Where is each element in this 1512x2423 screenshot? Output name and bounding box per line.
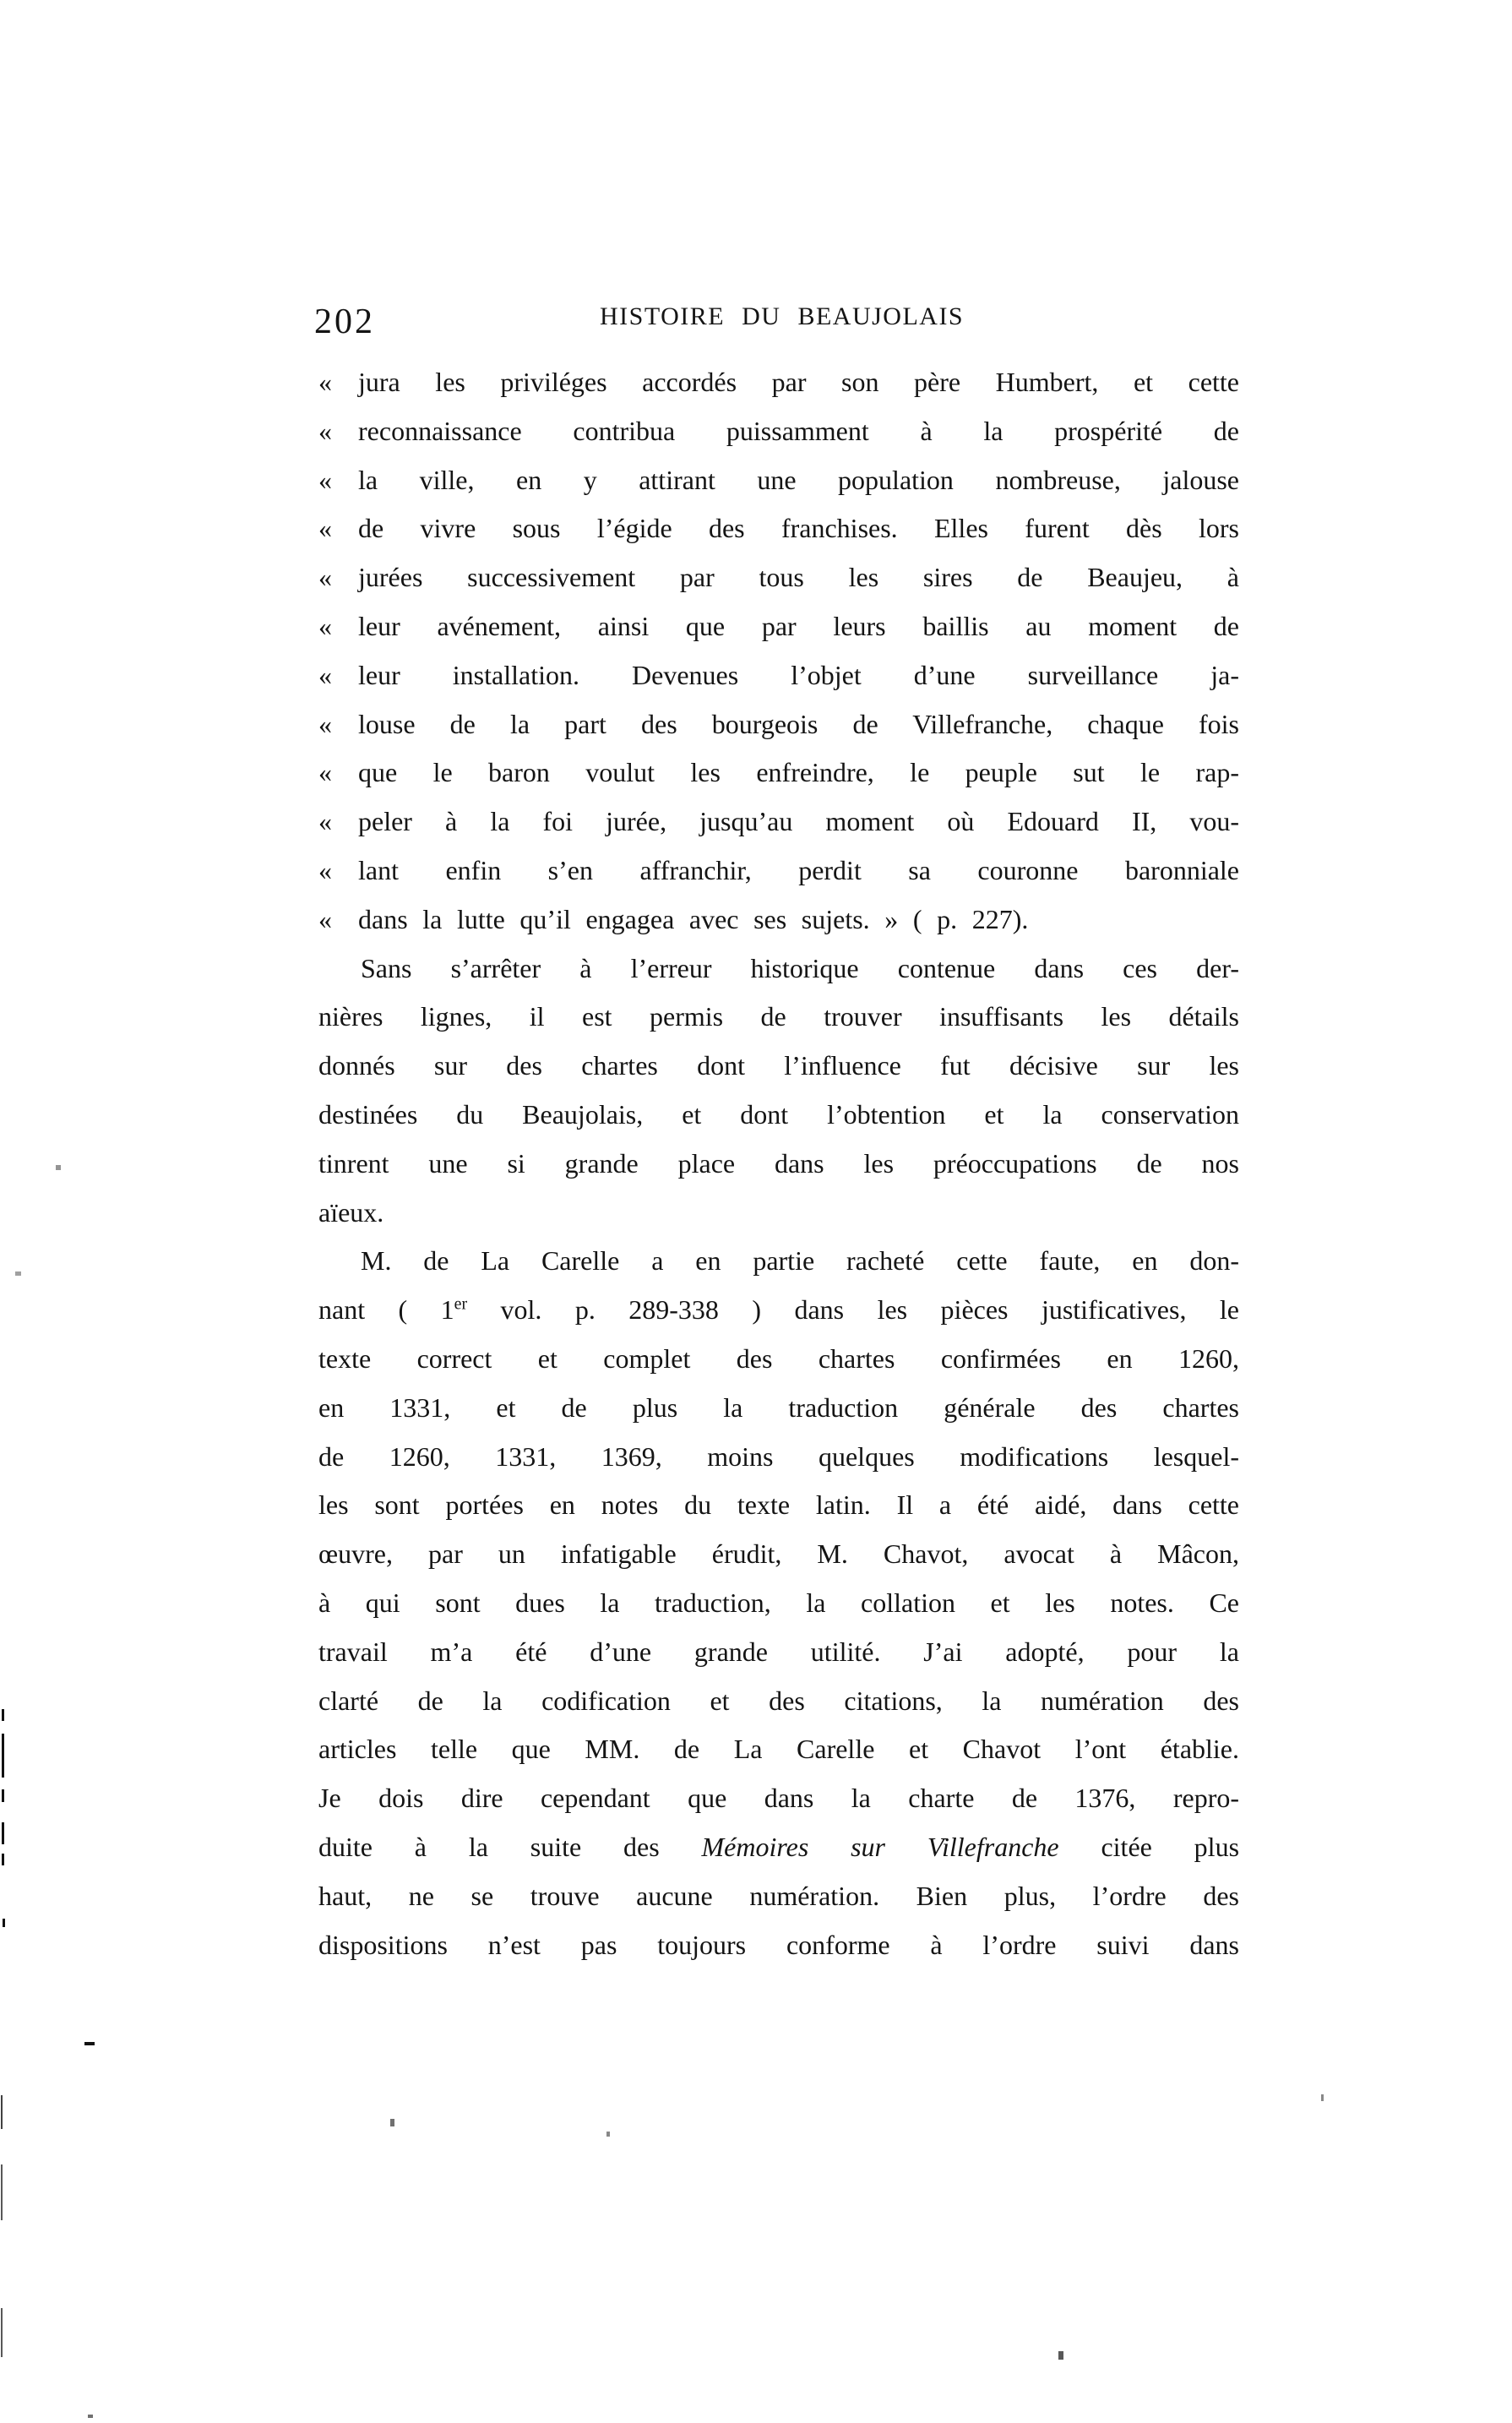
text-line-content: destinées du Beaujolais, et dont l’obtention et la conservation: [318, 1098, 1239, 1130]
text-line-content: lant enfin s’en affranchir, perdit sa couronne baronniale: [358, 854, 1239, 885]
scan-artifact: [2, 1822, 4, 1844]
text-line: [318, 1579, 1239, 1628]
text-line: [318, 651, 1239, 700]
open-guillemet-mark: «: [318, 367, 332, 397]
text-line: [318, 1774, 1239, 1823]
open-guillemet-mark: «: [318, 562, 332, 593]
text-line: [318, 847, 1239, 896]
scan-artifact: [390, 2119, 394, 2126]
text-line-content: reconnaissance contribua puissamment à la prospérité de: [358, 415, 1239, 446]
text-line: [318, 1530, 1239, 1579]
text-line-content: la ville, en y attirant une population nombreuse, jalouse: [358, 464, 1239, 495]
open-guillemet-mark: «: [318, 806, 332, 837]
open-guillemet-mark: «: [318, 415, 332, 446]
text-line: [318, 1286, 1239, 1335]
text-line-content: à qui sont dues la traduction, la collation et les notes. Ce: [318, 1587, 1239, 1618]
scan-artifact: [2, 1709, 4, 1721]
scan-artifact: [15, 1271, 21, 1276]
text-line: [318, 1042, 1239, 1091]
open-guillemet-mark: «: [318, 464, 332, 495]
text-line: [318, 1823, 1239, 1872]
text-line: [318, 896, 1239, 945]
scan-artifact: [88, 2415, 93, 2418]
text-line-content: leur avénement, ainsi que par leurs baillis au moment de: [358, 610, 1239, 641]
text-line-content: que le baron voulut les enfreindre, le peuple sut le rap-: [358, 757, 1239, 788]
text-line-content: articles telle que MM. de La Carelle et Chavot l’ont établie.: [318, 1734, 1239, 1765]
text-line: [318, 700, 1239, 749]
open-guillemet-mark: «: [318, 903, 332, 934]
text-line-content: travail m’a été d’une grande utilité. J’ai adopté, pour la: [318, 1636, 1239, 1667]
text-line: [318, 1677, 1239, 1726]
text-line-content: Sans s’arrêter à l’erreur historique contenue dans ces der-: [361, 952, 1239, 983]
text-line: [318, 1628, 1239, 1677]
text-line: [318, 1725, 1239, 1774]
open-guillemet-mark: «: [318, 513, 332, 544]
scan-artifact: [3, 1919, 5, 1927]
text-line-content: les sont portées en notes du texte latin. Il a été aidé, dans cette: [318, 1489, 1239, 1521]
text-line: [318, 407, 1239, 456]
text-line-content: nières lignes, il est permis de trouver insuffisants les détails: [318, 1001, 1239, 1032]
text-line-content: donnés sur des chartes dont l’influence fut décisive sur les: [318, 1050, 1239, 1081]
text-line-content: œuvre, par un infatigable érudit, M. Chavot, avocat à Mâcon,: [318, 1538, 1239, 1570]
text-line: [318, 358, 1239, 407]
text-line: [318, 1091, 1239, 1140]
scan-artifact: [2, 1734, 4, 1778]
scan-artifact: [1, 2164, 3, 2220]
scan-artifact: [84, 2042, 95, 2045]
scan-artifact: [1, 2308, 3, 2357]
text-line-content: aïeux.: [318, 1196, 384, 1228]
text-line-content: haut, ne se trouve aucune numération. Bien plus, l’ordre des: [318, 1880, 1239, 1911]
text-line-content: jurées successivement par tous les sires de Beaujeu, à: [358, 562, 1239, 593]
text-line: [318, 553, 1239, 602]
open-guillemet-mark: «: [318, 854, 332, 885]
text-line-content: texte correct et complet des chartes confirmées en 1260,: [318, 1342, 1239, 1374]
scan-artifact: [2, 1854, 4, 1865]
open-guillemet-mark: «: [318, 708, 332, 739]
text-line-content: tinrent une si grande place dans les préoccupations de nos: [318, 1147, 1239, 1179]
text-line-content: jura les priviléges accordés par son père Humbert, et cette: [358, 367, 1239, 397]
scan-artifact: [1321, 2094, 1324, 2101]
text-line: [318, 1237, 1239, 1286]
text-line: [318, 1189, 1239, 1238]
text-line-content: louse de la part des bourgeois de Villefranche, chaque fois: [358, 708, 1239, 739]
text-line-content: dans la lutte qu’il engagea avec ses sujets. » ( p. 227).: [358, 903, 1029, 934]
text-line: [318, 945, 1239, 994]
text-line-content: de vivre sous l’égide des franchises. Elles furent dès lors: [358, 513, 1239, 544]
text-line-content: Je dois dire cependant que dans la charte de 1376, repro-: [318, 1783, 1239, 1814]
text-line-content: M. de La Carelle a en partie racheté cette faute, en don-: [361, 1245, 1239, 1277]
text-line-content: nant ( 1er vol. p. 289-338 ) dans les pièces justificatives, le: [318, 1294, 1240, 1326]
text-line: [318, 749, 1239, 798]
scan-artifact: [2, 1789, 4, 1802]
text-line: [318, 1335, 1239, 1384]
text-line-content: leur installation. Devenues l’objet d’une surveillance ja-: [358, 659, 1239, 690]
open-guillemet-mark: «: [318, 757, 332, 788]
text-line: [318, 602, 1239, 651]
text-line-content: dispositions n’est pas toujours conforme à l’ordre suivi dans: [318, 1929, 1239, 1960]
text-line-content: duite à la suite des Mémoires sur Villefranche citée plus: [318, 1831, 1240, 1862]
text-line-content: en 1331, et de plus la traduction générale des chartes: [318, 1391, 1239, 1423]
text-line: [318, 1921, 1239, 1970]
text-line: [318, 1140, 1239, 1189]
text-block: [318, 358, 1239, 1969]
page-number: 202: [314, 302, 375, 341]
text-line: [318, 993, 1239, 1042]
text-line: [318, 456, 1239, 505]
text-line-content: peler à la foi jurée, jusqu’au moment où Edouard II, vou-: [358, 806, 1239, 837]
text-line: [318, 1872, 1239, 1921]
scan-artifact: [1, 2095, 3, 2129]
text-line-content: clarté de la codification et des citations, la numération des: [318, 1685, 1239, 1716]
text-line: [318, 1433, 1239, 1482]
scan-artifact: [606, 2132, 610, 2137]
text-line: [318, 504, 1239, 553]
text-line: [318, 798, 1239, 847]
open-guillemet-mark: «: [318, 659, 332, 690]
scan-artifact: [56, 1165, 61, 1170]
running-header: HISTOIRE DU BEAUJOLAIS: [600, 302, 965, 330]
open-guillemet-mark: «: [318, 610, 332, 641]
scan-artifact: [1058, 2351, 1063, 2360]
text-line: [318, 1481, 1239, 1530]
text-line-content: de 1260, 1331, 1369, moins quelques modifications lesquel-: [318, 1440, 1239, 1472]
text-line: [318, 1384, 1239, 1433]
